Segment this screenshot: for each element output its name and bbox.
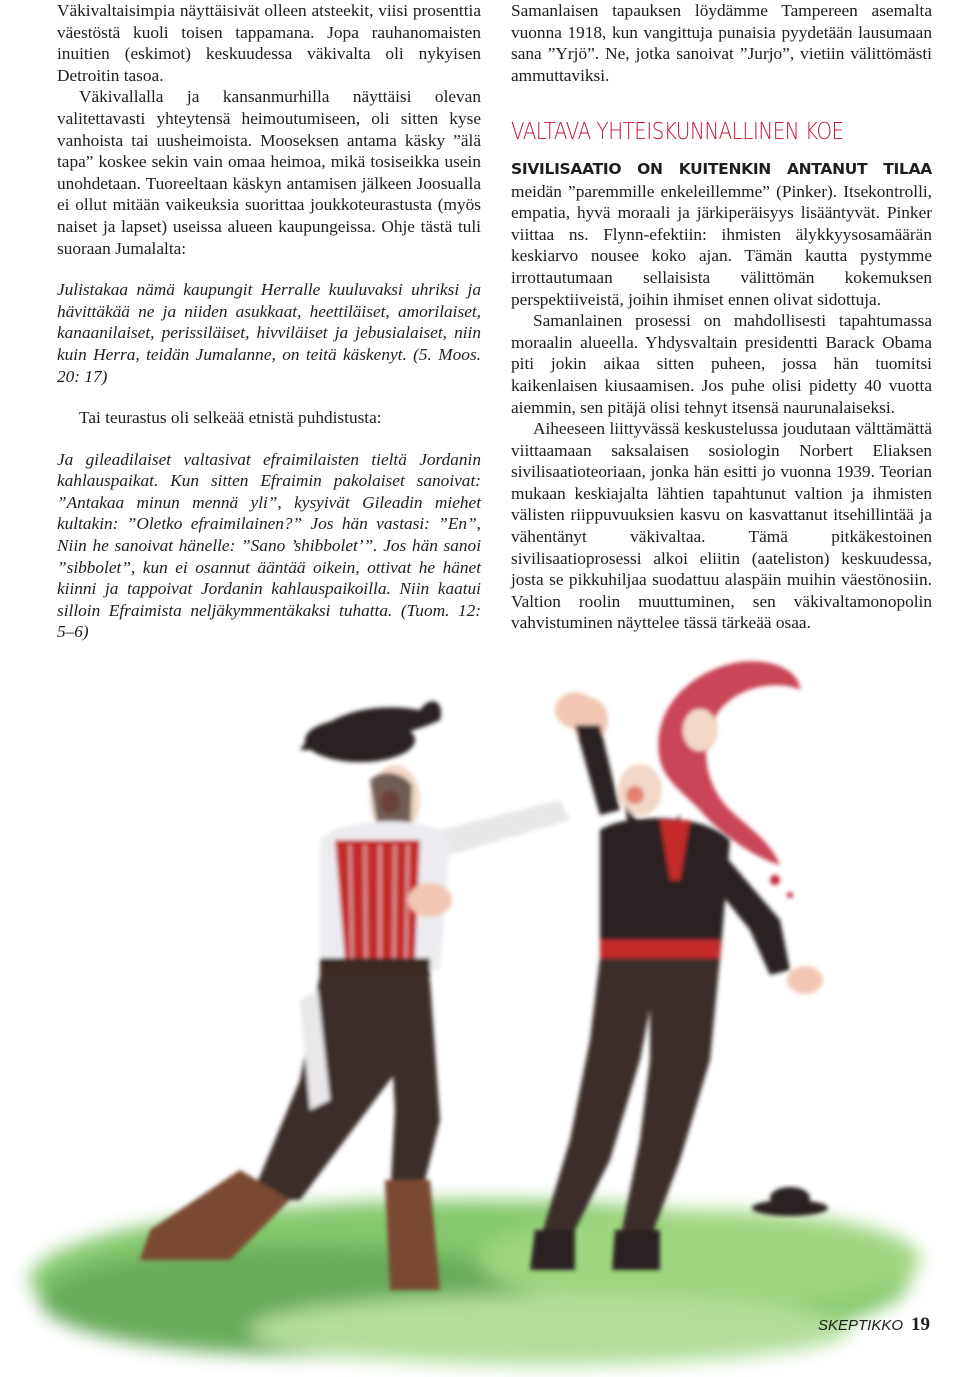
page-number: 19 (911, 1314, 930, 1335)
left-paragraph-1: Väkivaltaisimpia näyttäisivät olleen atsteekit, viisi prosenttia väestöstä kuoli toisen tappamana. Jopa rauhanomaisten inuitien (eskimot) keskuudessa väkivalta oli nykyisen Detroitin tasoa. (57, 1, 481, 85)
bible-quote-2: Ja gileadilaiset valtasivat efraimilaisten tieltä Jordanin kahlauspaikat. Kun sitten Efraimin pakolaiset sanoivat: ”Antakaa minun mennä yli”, kysyivät Gileadin miehet kultakin: ”Oletko efraimilainen?” Jos hän vastasi: ”En”, Niin he sanoivat hänelle: ”Sano ’shibbolet’”. Jos hän sanoi ”sibbolet”, kun ei osannut ääntää oikein, ottivat he hänet kiinni ja tappoivat Jordanin kahlauspaikoilla. Niin kaatui silloin Efraimista neljäkymmentäkaksi tuhatta. (Tuom. 12: 5–6) (57, 449, 481, 642)
left-paragraph-3: Tai teurastus oli selkeää etnistä puhdistusta: (79, 408, 382, 428)
left-column (57, 0, 481, 643)
left-cowboy (140, 692, 595, 1290)
lead-in: SIVILISAATIO ON KUITENKIN ANTANUT TILAA (511, 159, 932, 178)
right-paragraph-1: Samanlaisen tapauksen löydämme Tampereen asemalta vuonna 1918, kun vangittuja punaisia pyydetään lausumaan sana ”Yrjö”. Ne, jotka sanoivat ”Jurjo”, vietiin välittömästi ammuttaviksi. (511, 1, 932, 85)
right-column (511, 0, 932, 634)
right-paragraph-3: Samanlainen prosessi on mahdollisesti tapahtumassa moraalin alueella. Yhdysvaltain presidentti Barack Obama piti jokin aikaa sitten puheen, jossa hän tuomitsi kaikenlaisen kiusaamisen. Jos puhe olisi pidetty 40 vuotta aiemmin, sen pitäjä olisi tehnyt itsensä naurunalaiseksi. (511, 311, 932, 417)
duel-illustration (0, 640, 960, 1377)
magazine-name: SKEPTIKKO (817, 1317, 903, 1334)
right-paragraph-2-text: meidän ”paremmille enkeleillemme” (Pinker). Itsekontrolli, empatia, hyvä moraali ja järkiperäisyys lisääntyvät. Pinker viittaa ns. Flynn-efektiin: ihmisten älykkyysosamäärän keskiarvo nousee koko ajan. Tämän kautta pystymme irrottautumaan sellaisista välittömän kokemuksen perspektiiveistä, joihin ihmiset ennen olivat sidottuja. (511, 181, 932, 309)
page-footer (818, 1314, 930, 1336)
right-paragraph-4: Aiheeseen liittyvässä keskustelussa joudutaan välttämättä viittaamaan saksalaisen sosiologin Norbert Eliaksen sivilisaatioteoriaan, jonka hän esitti jo vuonna 1939. Teorian mukaan keskiajalta lähtien tapahtunut valtion ja ihmisten välisten riippuvuuksien kasvu on kasvattanut itsehillintää ja vähentänyt väkivaltaa. Tämä pitkäkestoinen sivilisaatioprosessi alkoi eliitin (aateliston) keskuudessa, josta se pikkuhiljaa suodattuu alaspäin muihin väestönosiin. Valtion roolin muuttuminen, sen väkivaltamonopolin vahvistuminen näyttelee tässä tärkeää osaa. (511, 419, 932, 633)
hat-on-ground (752, 1187, 828, 1216)
section-title: VALTAVA YHTEISKUNNALLINEN KOE (511, 119, 844, 146)
bible-quote-1: Julistakaa nämä kaupungit Herralle kuuluvaksi uhriksi ja hävittäkää ne ja niiden asukkaat, heettiläiset, amorilaiset, kanaanilaiset, perissiläiset, hivviläiset ja jebusialaiset, niin kuin Herra, teidän Jumalanne, on teitä käskenyt. (5. Moos. 20: 17) (57, 280, 481, 386)
left-paragraph-2: Väkivallalla ja kansanmurhilla näyttäisi olevan valitettavasti yhteytensä heimoutumiseen, oli sitten kyse vanhoista tai uusheimoista. Mooseksen antama käsky ”älä tapa” koskee sekin vain omaa heimoa, mikä tosiseikka usein unohdetaan. Tuoreeltaan käskyn antamisen jälkeen Joosualla ei ollut mitään vaikeuksia suorittaa joukkoteurastusta (myös naiset ja lapset) useissa alueen kaupungeissa. Ohje tästä tuli suoraan Jumalalta: (57, 87, 481, 258)
right-paragraph-2 (511, 158, 932, 310)
